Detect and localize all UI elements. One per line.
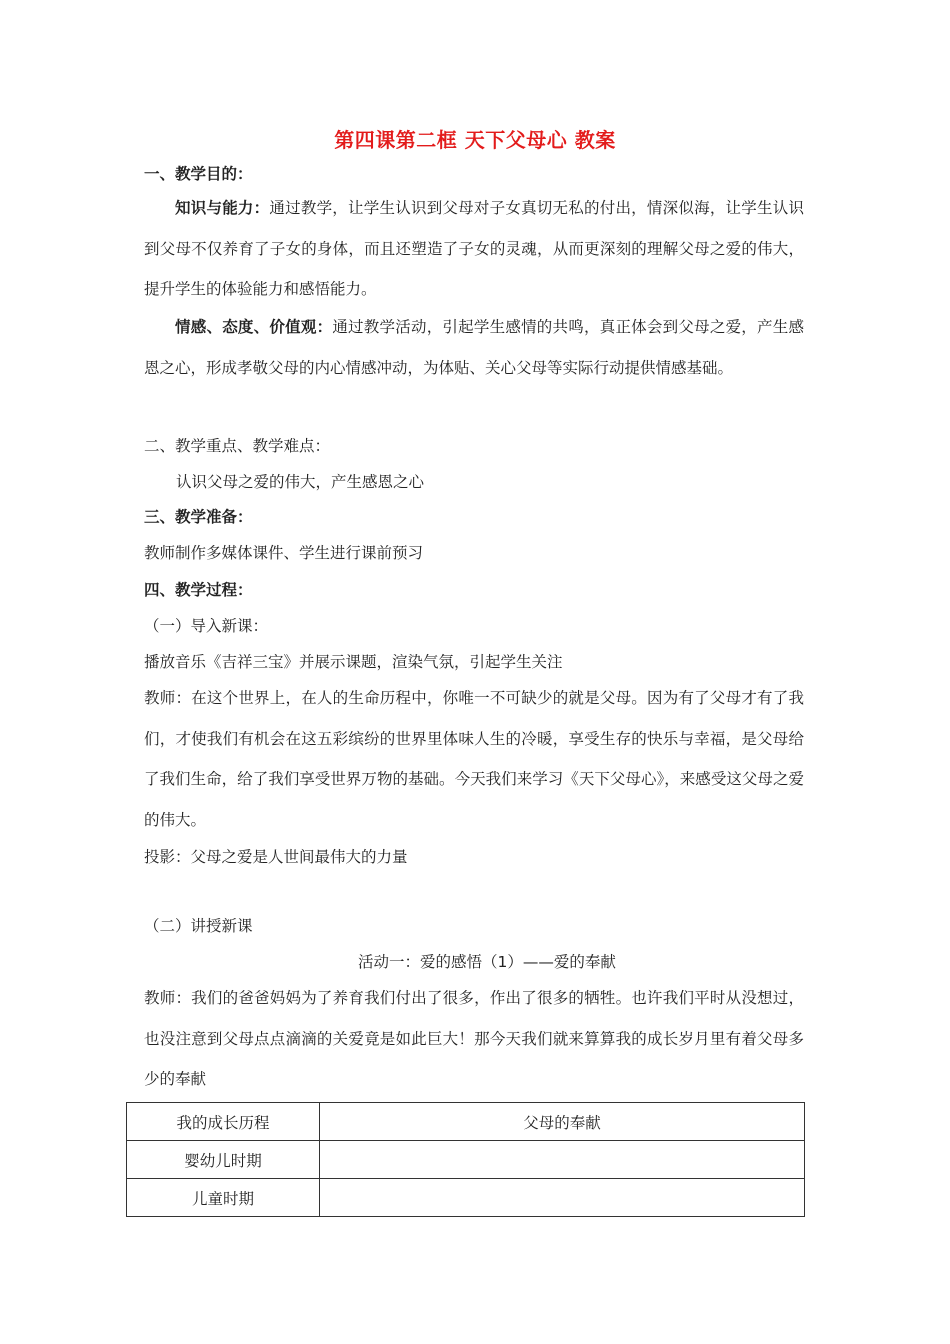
section-heading-preparation: 三、教学准备： bbox=[144, 508, 253, 526]
paragraph-emotion-attitude bbox=[144, 307, 804, 388]
teacher-activity-paragraph: 教师：我们的爸爸妈妈为了养育我们付出了很多，作出了很多的牺牲。也许我们平时从没想过，也没注意到父母点点滴滴的关爱竟是如此巨大！那今天我们就来算算我的成长岁月里有着父母多少的奉献 bbox=[144, 989, 804, 1088]
subsection-heading-new-lesson: （二）讲授新课 bbox=[144, 917, 253, 935]
activity-title: 活动一：爱的感悟（1）——爱的奉献 bbox=[358, 953, 616, 971]
intro-music-line: 播放音乐《吉祥三宝》并展示课题，渲染气氛，引起学生关注 bbox=[144, 653, 563, 671]
emotion-attitude-text: 通过教学活动，引起学生感情的共鸣，真正体会到父母之爱，产生感恩之心，形成孝敬父母的内心情感冲动，为体贴、关心父母等实际行动提供情感基础。 bbox=[144, 318, 804, 377]
table-row bbox=[127, 1179, 805, 1217]
table-cell: 婴幼儿时期 bbox=[127, 1141, 320, 1179]
preparation-text: 教师制作多媒体课件、学生进行课前预习 bbox=[144, 544, 424, 562]
key-points-text: 认识父母之爱的伟大，产生感恩之心 bbox=[176, 473, 425, 491]
table-header-cell: 父母的奉献 bbox=[320, 1103, 805, 1141]
section-heading-process: 四、教学过程： bbox=[144, 581, 253, 599]
teacher-intro-paragraph: 教师：在这个世界上，在人的生命历程中，你唯一不可缺少的就是父母。因为有了父母才有了我们，才使我们有机会在这五彩缤纷的世界里体味人生的冷暖，享受生存的快乐与幸福，是父母给了我们生命，给了我们享受世界万物的基础。今天我们来学习《天下父母心》，来感受这父母之爱的伟大。 bbox=[144, 689, 804, 829]
knowledge-ability-text: 通过教学，让学生认识到父母对子女真切无私的付出，情深似海，让学生认识到父母不仅养育了子女的身体，而且还塑造了子女的灵魂，从而更深刻的理解父母之爱的伟大，提升学生的体验能力和感悟能力。 bbox=[144, 199, 804, 298]
emotion-attitude-label: 情感、态度、价值观： bbox=[175, 318, 333, 336]
table-header-row bbox=[127, 1103, 805, 1141]
table-cell bbox=[320, 1141, 805, 1179]
section-heading-key-points: 二、教学重点、教学难点： bbox=[144, 437, 331, 455]
table-header-cell: 我的成长历程 bbox=[127, 1103, 320, 1141]
page-title: 第四课第二框 天下父母心 教案 bbox=[334, 128, 616, 152]
growth-table bbox=[126, 1102, 805, 1217]
table-row bbox=[127, 1141, 805, 1179]
table-cell: 儿童时期 bbox=[127, 1179, 320, 1217]
section-heading-objectives: 一、教学目的： bbox=[144, 165, 253, 183]
projection-line: 投影：父母之爱是人世间最伟大的力量 bbox=[144, 848, 408, 866]
table-cell bbox=[320, 1179, 805, 1217]
subsection-heading-intro: （一）导入新课： bbox=[144, 617, 269, 635]
paragraph-knowledge-ability bbox=[144, 188, 804, 310]
knowledge-ability-label: 知识与能力： bbox=[175, 199, 270, 217]
